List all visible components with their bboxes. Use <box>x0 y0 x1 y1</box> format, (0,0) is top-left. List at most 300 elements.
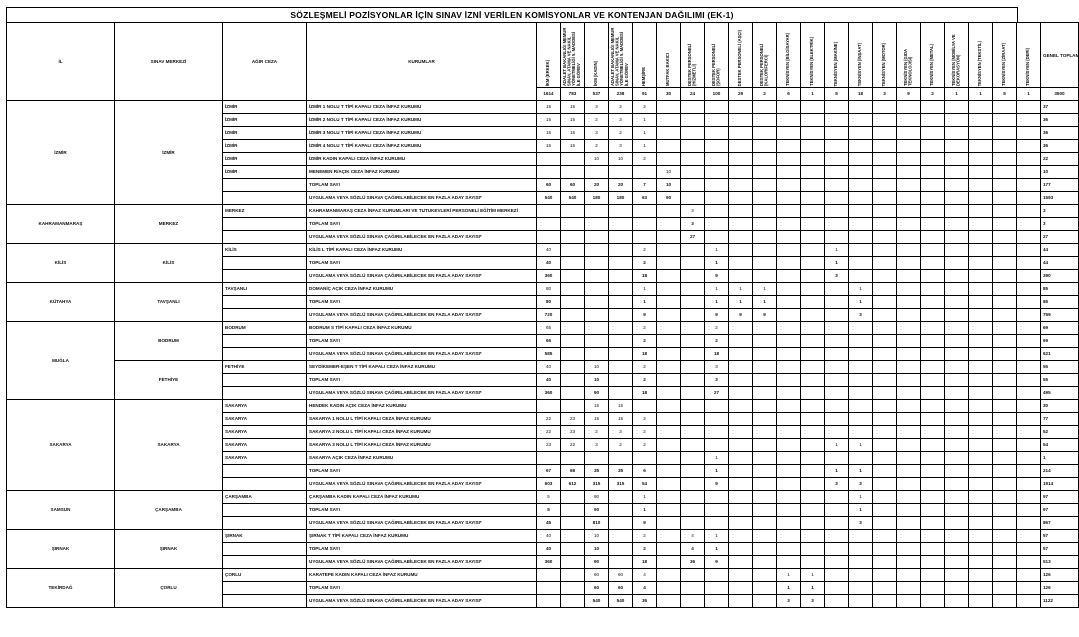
value-cell <box>705 101 729 114</box>
value-cell <box>657 374 681 387</box>
value-cell <box>729 517 753 530</box>
value-cell <box>609 504 633 517</box>
value-cell <box>921 374 945 387</box>
value-cell <box>921 270 945 283</box>
value-cell <box>705 582 729 595</box>
value-cell: 7 <box>633 179 657 192</box>
value-cell <box>777 270 801 283</box>
value-cell: 90 <box>585 504 609 517</box>
value-cell <box>873 127 897 140</box>
value-cell: 2 <box>633 374 657 387</box>
value-cell <box>609 218 633 231</box>
value-cell <box>897 205 921 218</box>
value-cell <box>1017 114 1041 127</box>
kurum-cell: İZMİR KADIN KAPALI CEZA İNFAZ KURUMU <box>307 153 537 166</box>
value-cell <box>921 504 945 517</box>
value-cell <box>993 361 1017 374</box>
value-cell <box>897 400 921 413</box>
value-cell <box>1017 257 1041 270</box>
value-cell <box>801 439 825 452</box>
value-cell <box>729 205 753 218</box>
value-cell <box>825 153 849 166</box>
value-cell <box>801 465 825 478</box>
value-cell: 1 <box>633 114 657 127</box>
value-cell <box>969 192 993 205</box>
value-cell <box>873 517 897 530</box>
value-cell <box>777 504 801 517</box>
value-cell: 27 <box>705 387 729 400</box>
value-cell <box>1017 101 1041 114</box>
header-il: İL <box>7 23 115 101</box>
value-cell <box>921 296 945 309</box>
value-cell: 2 <box>633 153 657 166</box>
value-cell <box>585 309 609 322</box>
row-total-cell: 36 <box>1041 140 1079 153</box>
value-cell: 3 <box>681 218 705 231</box>
value-cell: 60 <box>585 582 609 595</box>
sinav-merkezi-cell: KİLİS <box>115 244 223 283</box>
value-cell <box>681 504 705 517</box>
value-cell <box>969 504 993 517</box>
value-cell: 360 <box>537 556 561 569</box>
value-cell <box>657 452 681 465</box>
value-cell <box>681 244 705 257</box>
header-total: 783 <box>561 88 585 101</box>
value-cell <box>681 517 705 530</box>
value-cell <box>945 231 969 244</box>
value-cell <box>537 231 561 244</box>
value-cell <box>945 257 969 270</box>
kurum-cell: SEYDİKEMER-EŞEN T TİPİ KAPALI CEZA İNFAZ KURUMU <box>307 361 537 374</box>
agir-ceza-cell: SAKARYA <box>223 439 307 452</box>
value-cell: 90 <box>657 192 681 205</box>
value-cell <box>609 309 633 322</box>
value-cell <box>969 491 993 504</box>
value-cell <box>969 153 993 166</box>
header-position <box>849 23 873 88</box>
agir-ceza-cell: TAVŞANLI <box>223 283 307 296</box>
value-cell <box>753 504 777 517</box>
value-cell: 35 <box>609 465 633 478</box>
header-total: 18 <box>849 88 873 101</box>
value-cell <box>921 244 945 257</box>
value-cell <box>705 231 729 244</box>
value-cell: 3 <box>609 140 633 153</box>
kurum-cell: ÇARŞAMBA KADIN KAPALI CEZA İNFAZ KURUMU <box>307 491 537 504</box>
row-total-cell: 97 <box>1041 504 1079 517</box>
header-total: 1 <box>1017 88 1041 101</box>
value-cell <box>921 179 945 192</box>
value-cell <box>753 530 777 543</box>
value-cell: 4 <box>681 543 705 556</box>
value-cell <box>969 465 993 478</box>
value-cell <box>753 517 777 530</box>
value-cell <box>945 166 969 179</box>
value-cell <box>969 530 993 543</box>
value-cell <box>993 504 1017 517</box>
value-cell <box>897 179 921 192</box>
row-total-cell: 69 <box>1041 335 1079 348</box>
header-position-label: DESTEK PERSONELİ (KALORİFERCİ) <box>758 43 769 86</box>
value-cell <box>969 556 993 569</box>
value-cell <box>921 582 945 595</box>
value-cell <box>873 439 897 452</box>
value-cell <box>993 400 1017 413</box>
value-cell <box>657 556 681 569</box>
value-cell <box>849 582 873 595</box>
value-cell <box>945 517 969 530</box>
header-position-label: MUTFAK BAKICI <box>665 52 671 86</box>
value-cell: 18 <box>633 387 657 400</box>
value-cell <box>825 127 849 140</box>
value-cell: 1 <box>753 296 777 309</box>
value-cell <box>729 335 753 348</box>
value-cell <box>897 569 921 582</box>
value-cell <box>825 504 849 517</box>
value-cell <box>729 530 753 543</box>
value-cell <box>561 582 585 595</box>
value-cell <box>921 452 945 465</box>
agir-ceza-cell <box>223 517 307 530</box>
value-cell: 9 <box>705 270 729 283</box>
value-cell <box>825 582 849 595</box>
value-cell <box>753 582 777 595</box>
value-cell <box>777 335 801 348</box>
value-cell <box>849 179 873 192</box>
agir-ceza-cell: SAKARYA <box>223 413 307 426</box>
kurum-cell: TOPLAM SAYI <box>307 465 537 478</box>
value-cell <box>1017 335 1041 348</box>
value-cell <box>993 387 1017 400</box>
value-cell <box>585 270 609 283</box>
value-cell: 540 <box>609 595 633 608</box>
kurum-cell: TOPLAM SAYI <box>307 543 537 556</box>
value-cell <box>561 348 585 361</box>
value-cell <box>681 335 705 348</box>
kurum-cell: TOPLAM SAYI <box>307 218 537 231</box>
agir-ceza-cell: SAKARYA <box>223 452 307 465</box>
value-cell <box>801 283 825 296</box>
value-cell <box>873 361 897 374</box>
value-cell <box>969 374 993 387</box>
value-cell <box>753 244 777 257</box>
value-cell <box>801 387 825 400</box>
value-cell <box>897 361 921 374</box>
il-cell: TEKİRDAĞ <box>7 569 115 608</box>
value-cell: 810 <box>585 517 609 530</box>
value-cell <box>873 530 897 543</box>
value-cell <box>777 543 801 556</box>
value-cell <box>753 478 777 491</box>
value-cell <box>897 283 921 296</box>
row-total-cell: 513 <box>1041 556 1079 569</box>
value-cell: 23 <box>561 413 585 426</box>
il-cell: MUĞLA <box>7 322 115 400</box>
value-cell <box>1017 569 1041 582</box>
value-cell <box>705 569 729 582</box>
value-cell <box>1017 361 1041 374</box>
value-cell <box>801 270 825 283</box>
value-cell: 80 <box>537 296 561 309</box>
agir-ceza-cell <box>223 504 307 517</box>
kurum-cell: KARATEPE KADIN KAPALI CEZA İNFAZ KURUMU <box>307 569 537 582</box>
value-cell <box>729 452 753 465</box>
value-cell <box>849 166 873 179</box>
kurum-cell: MENEMEN R/AÇIK CEZA İNFAZ KURUMU <box>307 166 537 179</box>
header-position-label: TEKNİSYEN (MOTOR) <box>881 42 887 86</box>
value-cell: 63 <box>633 192 657 205</box>
value-cell <box>825 231 849 244</box>
kurum-cell: UYGULAMA VEYA SÖZLÜ SINAVA ÇAĞIRILABİLECEK EN FAZLA ADAY SAYISI* <box>307 348 537 361</box>
kurum-cell: TOPLAM SAYI <box>307 257 537 270</box>
value-cell <box>849 348 873 361</box>
table-row <box>7 244 1079 257</box>
value-cell: 1 <box>849 296 873 309</box>
value-cell <box>753 322 777 335</box>
value-cell <box>873 452 897 465</box>
value-cell <box>897 127 921 140</box>
value-cell <box>993 335 1017 348</box>
value-cell <box>873 465 897 478</box>
value-cell <box>945 504 969 517</box>
kurum-cell: SAKARYA 3 NOLU L TİPİ KAPALI CEZA İNFAZ KURUMU <box>307 439 537 452</box>
agir-ceza-cell: İZMİR <box>223 140 307 153</box>
value-cell: 180 <box>609 192 633 205</box>
value-cell: 1 <box>777 582 801 595</box>
value-cell: 1 <box>705 296 729 309</box>
value-cell <box>825 543 849 556</box>
value-cell <box>561 361 585 374</box>
value-cell <box>1017 218 1041 231</box>
value-cell <box>945 426 969 439</box>
value-cell <box>1017 192 1041 205</box>
row-total-cell: 54 <box>1041 439 1079 452</box>
value-cell <box>873 374 897 387</box>
value-cell <box>945 140 969 153</box>
value-cell <box>873 556 897 569</box>
value-cell <box>801 218 825 231</box>
value-cell: 68 <box>561 465 585 478</box>
value-cell <box>801 231 825 244</box>
value-cell <box>1017 452 1041 465</box>
header-position-label: DESTEK PERSONELİ (HİZMETLİ) <box>686 43 697 86</box>
value-cell <box>1017 413 1041 426</box>
kurum-cell: İZMİR 4 NOLU T TİPİ KAPALI CEZA İNFAZ KURUMU <box>307 140 537 153</box>
value-cell <box>801 192 825 205</box>
value-cell <box>561 452 585 465</box>
value-cell <box>561 322 585 335</box>
value-cell: 9 <box>753 309 777 322</box>
value-cell <box>657 439 681 452</box>
value-cell <box>993 192 1017 205</box>
header-position-label: ADALET BAKANLIĞI MEMUR SINAV, ATAMA VE NAKİL YÖNETMELİĞİ 5. MADDESİ İLE GÖREV <box>562 27 582 86</box>
value-cell <box>1017 465 1041 478</box>
value-cell <box>801 296 825 309</box>
value-cell <box>753 140 777 153</box>
value-cell <box>993 426 1017 439</box>
value-cell <box>945 543 969 556</box>
value-cell <box>609 166 633 179</box>
header-position <box>705 23 729 88</box>
value-cell <box>753 439 777 452</box>
value-cell <box>825 361 849 374</box>
value-cell <box>753 400 777 413</box>
value-cell <box>849 413 873 426</box>
value-cell <box>609 257 633 270</box>
value-cell: 40 <box>537 374 561 387</box>
value-cell <box>561 595 585 608</box>
value-cell <box>777 530 801 543</box>
value-cell <box>921 283 945 296</box>
value-cell <box>825 322 849 335</box>
value-cell <box>801 348 825 361</box>
value-cell: 3 <box>585 101 609 114</box>
value-cell <box>969 257 993 270</box>
value-cell <box>993 569 1017 582</box>
value-cell <box>705 413 729 426</box>
value-cell <box>777 257 801 270</box>
header-position-label: ADALET BAKANLIĞI MEMUR SINAV, ATAMA VE NAKİL YÖNETMELİĞİ 5. MADDESİ İLE GÖREV <box>610 27 630 86</box>
value-cell: 15 <box>561 114 585 127</box>
value-cell <box>753 452 777 465</box>
value-cell <box>1017 244 1041 257</box>
value-cell: 1 <box>633 504 657 517</box>
value-cell <box>945 153 969 166</box>
value-cell <box>993 153 1017 166</box>
agir-ceza-cell <box>223 309 307 322</box>
value-cell <box>777 140 801 153</box>
value-cell <box>729 140 753 153</box>
value-cell <box>561 296 585 309</box>
value-cell <box>729 426 753 439</box>
value-cell <box>801 517 825 530</box>
header-genel-toplam: GENEL TOPLAM <box>1041 23 1079 88</box>
value-cell <box>897 491 921 504</box>
value-cell <box>561 491 585 504</box>
kurum-cell: TOPLAM SAYI <box>307 374 537 387</box>
value-cell <box>585 348 609 361</box>
value-cell <box>945 439 969 452</box>
agir-ceza-cell <box>223 218 307 231</box>
value-cell <box>633 400 657 413</box>
value-cell <box>801 179 825 192</box>
kurum-cell: HENDEK KADIN AÇIK CEZA İNFAZ KURUMU <box>307 400 537 413</box>
value-cell: 40 <box>537 530 561 543</box>
header-position <box>657 23 681 88</box>
value-cell <box>993 244 1017 257</box>
row-total-cell: 126 <box>1041 569 1079 582</box>
value-cell <box>681 387 705 400</box>
value-cell: 1 <box>825 439 849 452</box>
value-cell <box>1017 400 1041 413</box>
value-cell: 3 <box>705 361 729 374</box>
value-cell <box>825 205 849 218</box>
value-cell <box>753 218 777 231</box>
agir-ceza-cell <box>223 179 307 192</box>
value-cell <box>585 283 609 296</box>
value-cell <box>561 244 585 257</box>
value-cell <box>681 478 705 491</box>
agir-ceza-cell: BODRUM <box>223 322 307 335</box>
value-cell <box>993 322 1017 335</box>
value-cell <box>897 309 921 322</box>
value-cell <box>681 309 705 322</box>
table-row <box>7 400 1079 413</box>
value-cell <box>897 335 921 348</box>
value-cell <box>873 426 897 439</box>
kurum-cell: TOPLAM SAYI <box>307 296 537 309</box>
header-total: 2 <box>921 88 945 101</box>
value-cell <box>657 127 681 140</box>
value-cell <box>585 166 609 179</box>
value-cell: 2 <box>585 140 609 153</box>
value-cell <box>849 257 873 270</box>
agir-ceza-cell <box>223 335 307 348</box>
value-cell: 40 <box>537 244 561 257</box>
value-cell <box>873 153 897 166</box>
value-cell <box>873 231 897 244</box>
header-position <box>945 23 969 88</box>
value-cell <box>561 504 585 517</box>
value-cell <box>753 270 777 283</box>
value-cell <box>777 127 801 140</box>
value-cell <box>801 166 825 179</box>
value-cell <box>609 491 633 504</box>
il-cell: KAHRAMANMARAŞ <box>7 205 115 244</box>
value-cell <box>753 387 777 400</box>
value-cell: 54 <box>633 478 657 491</box>
value-cell <box>897 348 921 361</box>
kurum-cell: TOPLAM SAYI <box>307 335 537 348</box>
row-total-cell: 85 <box>1041 283 1079 296</box>
header-total: 2 <box>753 88 777 101</box>
value-cell <box>777 101 801 114</box>
value-cell: 3 <box>585 127 609 140</box>
value-cell <box>753 569 777 582</box>
value-cell <box>657 322 681 335</box>
header-position <box>801 23 825 88</box>
value-cell <box>633 452 657 465</box>
value-cell <box>825 595 849 608</box>
value-cell: 5 <box>537 491 561 504</box>
value-cell <box>657 101 681 114</box>
value-cell <box>921 218 945 231</box>
value-cell <box>705 439 729 452</box>
value-cell <box>993 114 1017 127</box>
value-cell <box>537 218 561 231</box>
value-cell: 4 <box>633 582 657 595</box>
value-cell <box>921 166 945 179</box>
value-cell <box>753 491 777 504</box>
value-cell <box>561 231 585 244</box>
value-cell <box>825 179 849 192</box>
value-cell: 315 <box>585 478 609 491</box>
value-cell: 1 <box>849 491 873 504</box>
value-cell <box>609 270 633 283</box>
value-cell: 1 <box>633 127 657 140</box>
value-cell: 2 <box>633 322 657 335</box>
kurum-cell: UYGULAMA VEYA SÖZLÜ SINAVA ÇAĞIRILABİLECEK EN FAZLA ADAY SAYISI* <box>307 231 537 244</box>
agir-ceza-cell <box>223 387 307 400</box>
il-cell: SAKARYA <box>7 400 115 491</box>
value-cell <box>633 231 657 244</box>
value-cell <box>945 452 969 465</box>
value-cell <box>705 400 729 413</box>
value-cell <box>537 400 561 413</box>
sinav-merkezi-cell: MERKEZ <box>115 205 223 244</box>
value-cell <box>921 400 945 413</box>
value-cell: 1 <box>705 452 729 465</box>
